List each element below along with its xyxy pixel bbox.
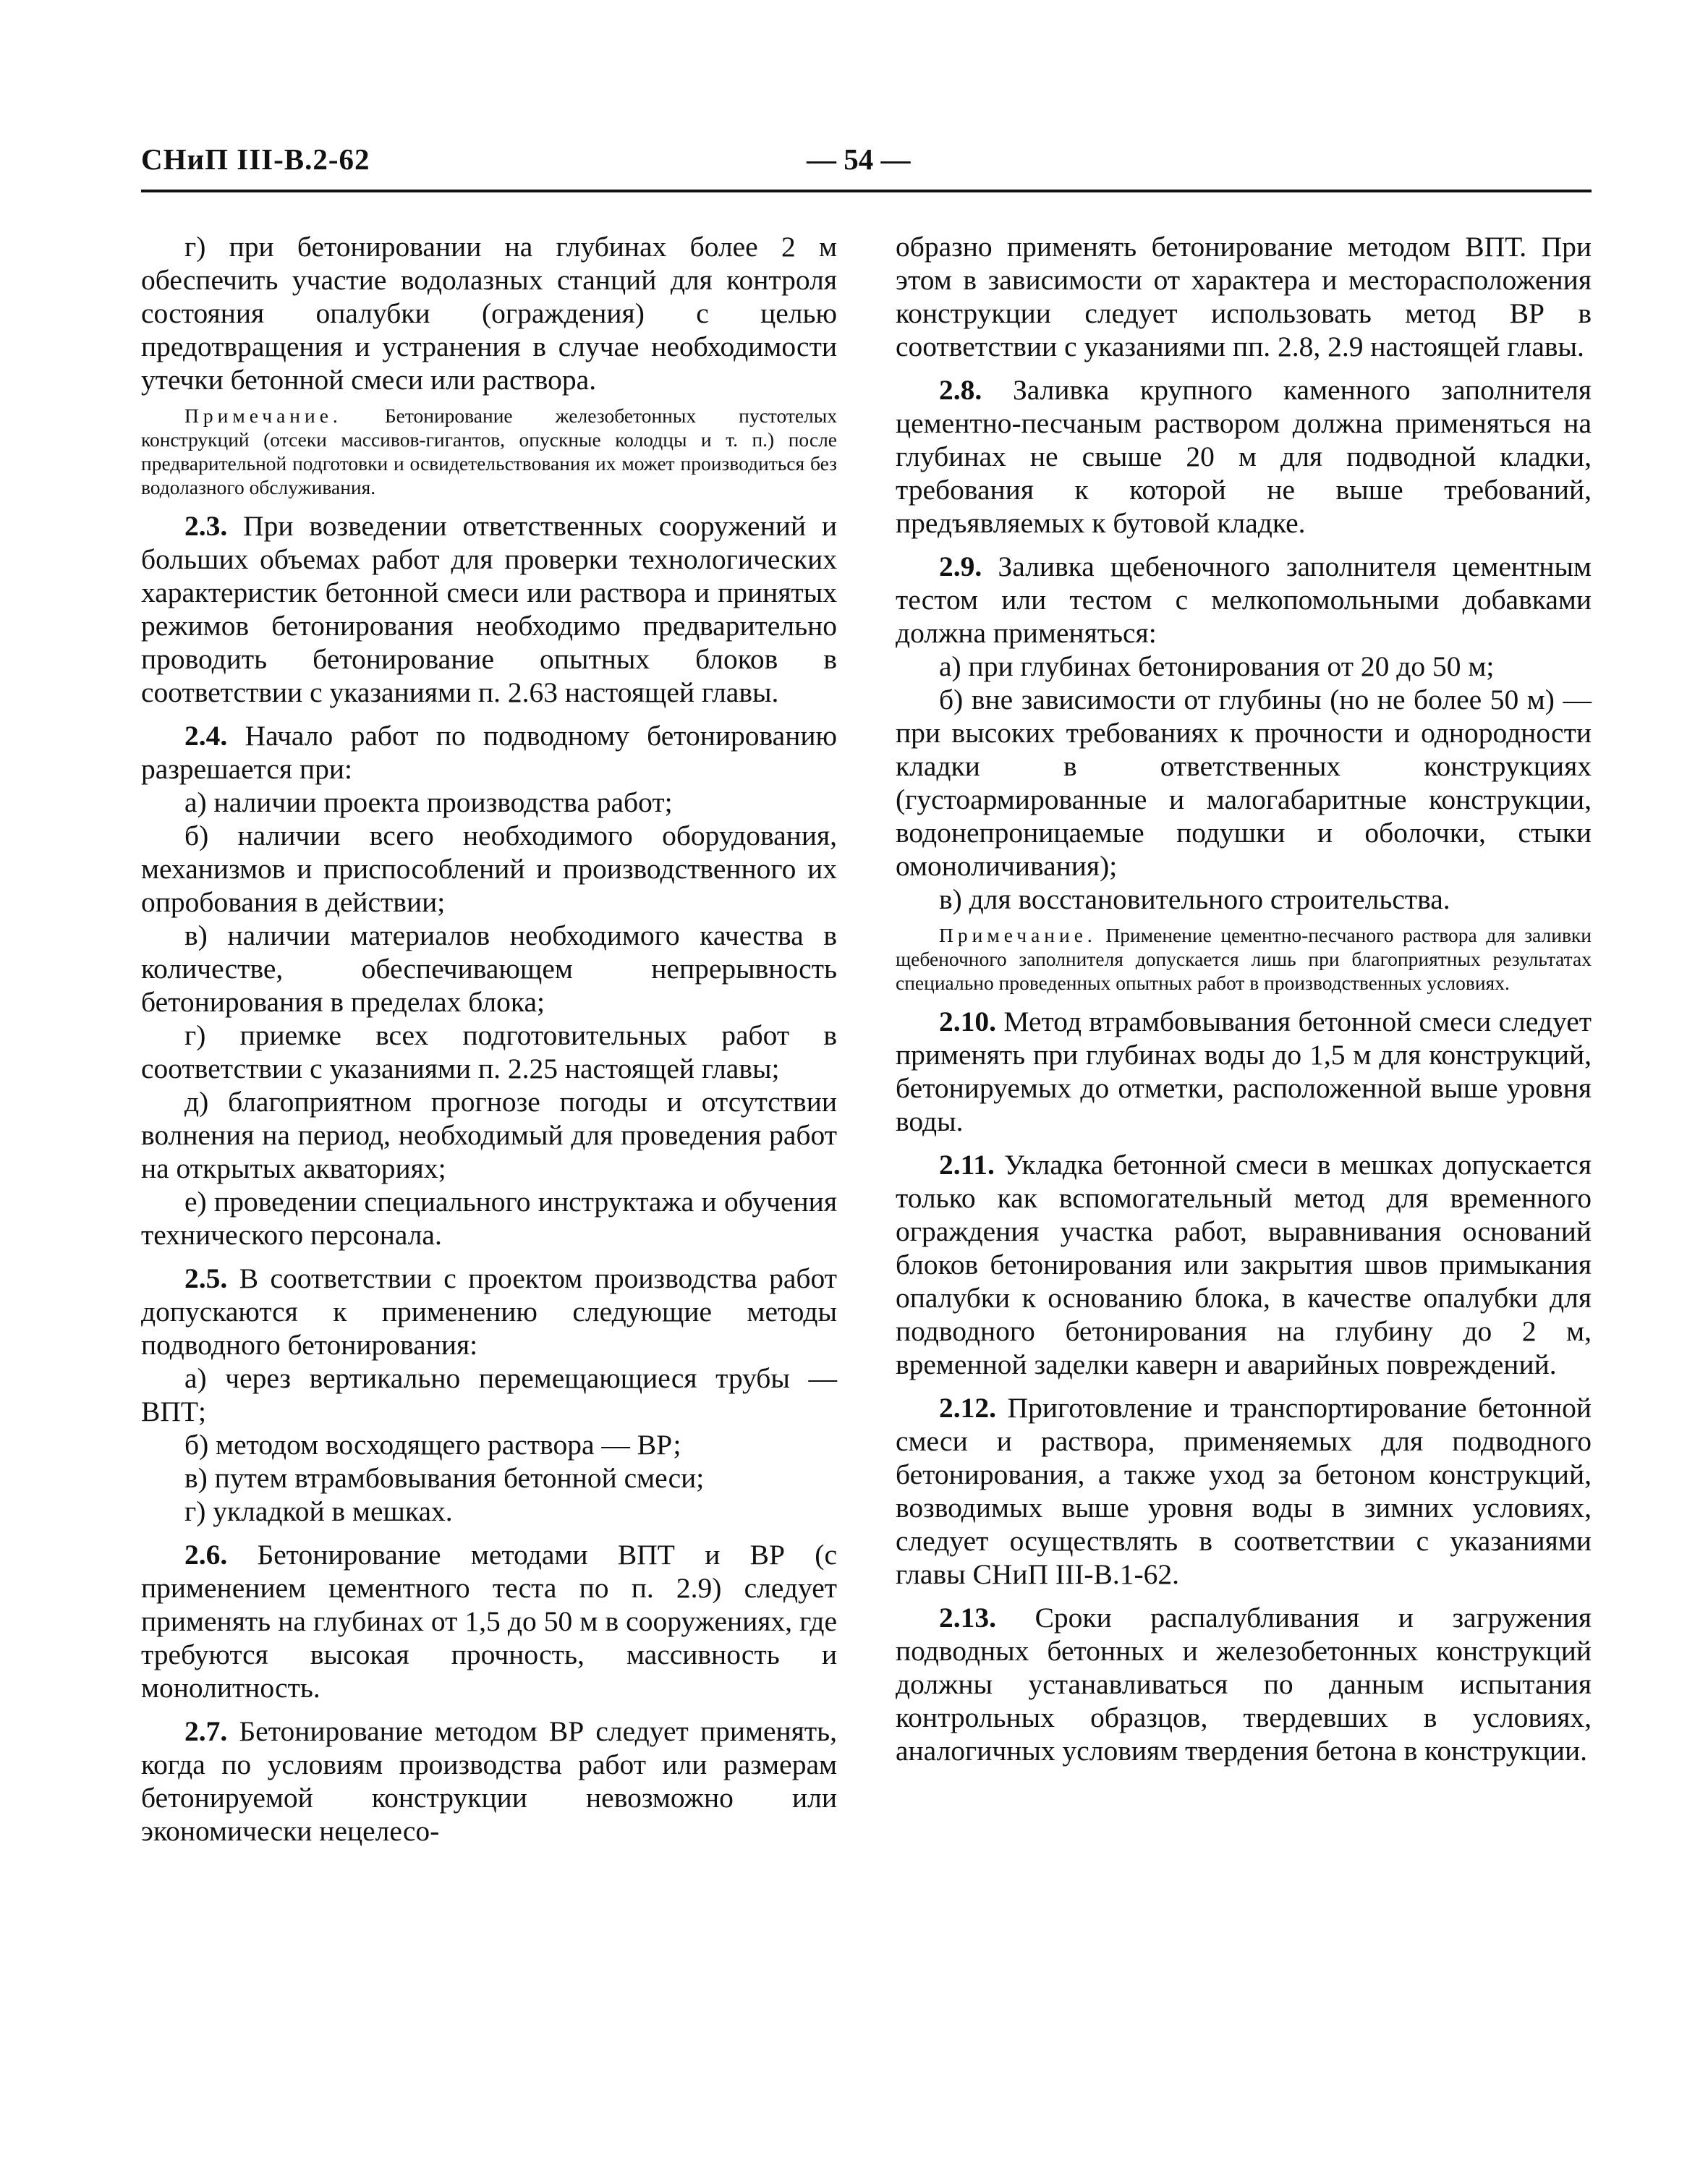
page-header	[141, 142, 1592, 185]
body-paragraph	[896, 683, 1592, 883]
paragraph-text: д) благоприятном прогнозе погоды и отсутствии волнения на период, необходимый для проведения работ на открытых акваториях;	[141, 1086, 837, 1184]
paragraph-text: Метод втрамбовывания бетонной смеси следует применять при глубинах воды до 1,5 м для конструкций, бетонируемых до отметки, расположенной выше уровня воды.	[896, 1006, 1592, 1137]
paragraph-text: образно применять бетонирование методом ВПТ. При этом в зависимости от характера и месторасположения конструкции следует использовать метод ВР в соответствии с указаниями пп. 2.8, 2.9 настоящей главы.	[896, 231, 1592, 362]
body-paragraph	[896, 883, 1592, 916]
clause-number: 2.5.	[184, 1262, 228, 1294]
clause-number: 2.8.	[939, 374, 982, 406]
paragraph-text: Бетонирование методами ВПТ и ВР (с применением цементного теста по п. 2.9) следует применять на глубинах от 1,5 до 50 м в сооружениях, где требуются высокая прочность, массивность и монолитность.	[141, 1539, 837, 1704]
clause-number: 2.13.	[939, 1602, 996, 1634]
paragraph-text: Бетонирование методом ВР следует применять, когда по условиям производства работ или размерам бетонируемой конструкции невозможно или экономически нецелесо-	[141, 1715, 838, 1847]
body-paragraph	[141, 819, 837, 919]
clause-paragraph	[896, 1148, 1592, 1381]
paragraph-text: Сроки распалубливания и загружения подводных бетонных и железобетонных конструкций должны устанавливаться по данным испытания контрольных образцов, твердевших в условиях, аналогичных условиям твердения бетона в конструкции.	[896, 1602, 1592, 1767]
paragraph-text: При возведении ответственных сооружений и больших объемах работ для проверки технологических характеристик бетонной смеси или раствора и принятых режимов бетонирования необходимо предварительно проводить бетонирование опытных блоков в соответствии с указаниями п. 2.63 настоящей главы.	[141, 510, 837, 708]
paragraph-text: Заливка крупного каменного заполнителя цементно-песчаным раствором должна применяться на глубинах не свыше 20 м для подводной кладки, требования к которой не выше требований, предъявляемых к бутовой кладке.	[896, 374, 1592, 539]
paragraph-text: Укладка бетонной смеси в мешках допускается только как вспомогательный метод для временного ограждения участка работ, выравнивания оснований блоков бетонирования или закрытия швов примыкания опалубки к основанию блока, в качестве опалубки для подводного бетонирования на глубину до 2 м, временной заделки каверн и аварийных повреждений.	[896, 1149, 1592, 1380]
body-paragraph	[141, 1185, 837, 1252]
note-text: Применение цементно-песчаного раствора для заливки щебеночного заполнителя допускается лишь при благоприятных результатах специально проведенных опытных работ в производственных условиях.	[896, 924, 1592, 994]
clause-number: 2.10.	[939, 1006, 996, 1037]
paragraph-text: Приготовление и транспортирование бетонной смеси и раствора, применяемых для подводного бетонирования, а также уход за бетоном конструкций, возводимых выше уровня воды в зимних условиях, следует осуществлять в соответствии с указаниями главы СНиП III-В.1-62.	[896, 1392, 1592, 1590]
clause-number: 2.9.	[939, 551, 982, 582]
clause-paragraph	[896, 550, 1592, 650]
body-paragraph	[141, 1019, 837, 1085]
paragraph-text: а) наличии проекта производства работ;	[184, 786, 673, 818]
clause-paragraph	[896, 373, 1592, 540]
paragraph-text: г) при бетонировании на глубинах более 2 м обеспечить участие водолазных станций для контроля состояния опалубки (ограждения) с целью предотвращения и устранения в случае необходимости утечки бетонной смеси или раствора.	[141, 231, 837, 396]
clause-number: 2.12.	[939, 1392, 996, 1424]
body-paragraph	[141, 230, 837, 396]
clause-paragraph	[141, 1262, 837, 1362]
note-label: Примечание.	[184, 404, 342, 427]
clause-number: 2.3.	[184, 510, 228, 542]
paragraph-text: б) вне зависимости от глубины (но не более 50 м) — при высоких требованиях к прочности и однородности кладки в ответственных конструкциях (густоармированные и малогабаритные конструкции, водонепроницаемые подушки и оболочки, стыки омоноличивания);	[896, 684, 1592, 882]
page-number: — 54 —	[807, 143, 911, 176]
note-paragraph	[896, 923, 1592, 995]
paragraph-text: Начало работ по подводному бетонированию разрешается при:	[141, 720, 838, 785]
paragraph-text: Заливка щебеночного заполнителя цементным тестом или тестом с мелкопомольными добавками должна применяться:	[896, 551, 1592, 649]
paragraph-text: б) наличии всего необходимого оборудования, механизмов и приспособлений и производственного их опробования в действии;	[141, 820, 837, 918]
body-paragraph	[141, 1428, 837, 1461]
note-paragraph	[141, 404, 837, 499]
clause-paragraph	[141, 1538, 837, 1704]
body-paragraph	[896, 650, 1592, 683]
paragraph-text: в) наличии материалов необходимого качества в количестве, обеспечивающем непрерывность бетонирования в пределах блока;	[141, 919, 837, 1018]
right-column	[896, 230, 1592, 1767]
note-label: Примечание.	[939, 924, 1097, 946]
clause-paragraph	[896, 1601, 1592, 1767]
body-paragraph	[141, 1362, 837, 1428]
paragraph-text: б) методом восходящего раствора — ВР;	[184, 1429, 681, 1461]
document-code: СНиП III-В.2-62	[141, 143, 370, 176]
header-rule	[141, 190, 1592, 192]
clause-paragraph	[141, 719, 837, 786]
body-paragraph	[896, 230, 1592, 363]
clause-number: 2.6.	[184, 1539, 228, 1571]
note-text: Бетонирование железобетонных пустотелых конструкций (отсеки массивов-гигантов, опускные колодцы и т. п.) после предварительной подготовки и освидетельствования их может производиться без водолазного обслуживания.	[141, 404, 838, 498]
paragraph-text: В соответствии с проектом производства работ допускаются к применению следующие методы подводного бетонирования:	[141, 1262, 837, 1361]
body-paragraph	[141, 786, 837, 819]
clause-number: 2.11.	[939, 1149, 995, 1181]
paragraph-text: в) для восстановительного строительства.	[939, 883, 1450, 915]
body-paragraph	[141, 919, 837, 1019]
paragraph-text: г) укладкой в мешках.	[184, 1495, 453, 1527]
paragraph-text: в) путем втрамбовывания бетонной смеси;	[184, 1462, 705, 1494]
paragraph-text: а) при глубинах бетонирования от 20 до 50 м;	[939, 650, 1495, 682]
paragraph-text: г) приемке всех подготовительных работ в соответствии с указаниями п. 2.25 настоящей главы;	[141, 1019, 837, 1084]
clause-paragraph	[896, 1391, 1592, 1591]
body-paragraph	[141, 1085, 837, 1185]
body-paragraph	[141, 1495, 837, 1528]
clause-paragraph	[141, 509, 837, 709]
paragraph-text: е) проведении специального инструктажа и обучения технического персонала.	[141, 1186, 837, 1251]
paragraph-text: а) через вертикально перемещающиеся трубы — ВПТ;	[141, 1362, 837, 1427]
clause-paragraph	[141, 1715, 837, 1848]
clause-number: 2.7.	[184, 1715, 228, 1747]
body-paragraph	[141, 1461, 837, 1495]
clause-paragraph	[896, 1005, 1592, 1138]
left-column	[141, 230, 837, 1848]
clause-number: 2.4.	[184, 720, 228, 752]
